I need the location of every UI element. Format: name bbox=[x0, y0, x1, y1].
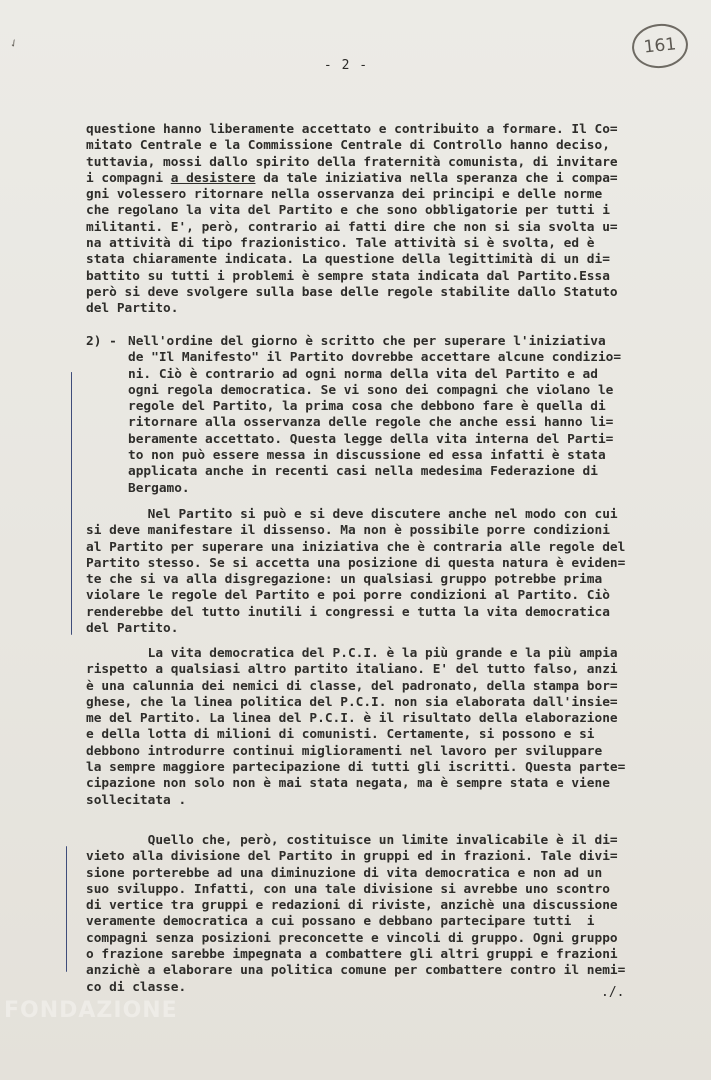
text-line: si deve manifestare il dissenso. Ma non è possibile porre condizioni bbox=[86, 523, 610, 539]
text-line: compagni senza posizioni preconcette e vincoli di gruppo. Ogni gruppo bbox=[86, 930, 618, 946]
text-line: ogni regola democratica. Se vi sono dei compagni che violano le bbox=[128, 382, 614, 398]
text-line: co di classe. bbox=[86, 979, 187, 995]
text-line: di vertice tra gruppi e redazioni di riviste, anzichè una discussione bbox=[86, 898, 618, 914]
archive-stamp: 161 bbox=[630, 21, 690, 71]
text-line: applicata anche in recenti casi nella medesima Federazione di bbox=[128, 464, 598, 480]
text-line: Nel Partito si può e si deve discutere anche nel modo con cui bbox=[86, 507, 618, 522]
text-line: ritornare alla osservanza delle regole che anche essi hanno li= bbox=[128, 415, 614, 431]
text-line: militanti. E', però, contrario ai fatti dire che non si sia svolta u= bbox=[86, 219, 618, 235]
text-line: te che si va alla disgregazione: un qualsiasi gruppo potrebbe prima bbox=[86, 572, 603, 588]
text-line: debbono introdurre continui miglioramenti nel lavoro per sviluppare bbox=[86, 743, 603, 759]
margin-mark bbox=[71, 372, 72, 635]
text-line: rispetto a qualsiasi altro partito italiano. E' del tutto falso, anzi bbox=[86, 662, 618, 678]
text-line: beramente accettato. Questa legge della vita interna del Parti= bbox=[128, 431, 614, 447]
margin-mark bbox=[66, 846, 67, 972]
pencil-mark-icon: ✓ bbox=[6, 35, 21, 51]
text-line: e della lotta di milioni di comunisti. Certamente, si possono e si bbox=[86, 727, 595, 743]
text-line: na attività di tipo frazionistico. Tale attività si è svolta, ed è bbox=[86, 236, 595, 252]
item-2-number: 2) - bbox=[86, 334, 117, 349]
text-line: Bergamo. bbox=[128, 480, 190, 496]
text-line: Partito stesso. Se si accetta una posizione di questa natura è eviden= bbox=[86, 555, 626, 571]
text-line: gni volessero ritornare nella osservanza dei principi e delle norme bbox=[86, 187, 603, 203]
continuation-mark: ./. bbox=[601, 985, 625, 1000]
text-line: è una calunnia dei nemici di classe, del padronato, della stampa bor= bbox=[86, 678, 618, 694]
text-line: al Partito per superare una iniziativa che è contraria alle regole del bbox=[86, 539, 626, 555]
text-line: stata chiaramente indicata. La questione della legittimità di un di= bbox=[86, 252, 610, 268]
text-line: ni. Ciò è contrario ad ogni norma della vita del Partito e ad bbox=[128, 366, 598, 382]
text-line: però si deve svolgere sulla base delle regole stabilite dallo Statuto bbox=[86, 284, 618, 300]
text-line: ghese, che la linea politica del P.C.I. non sia elaborata dall'insie= bbox=[86, 694, 618, 710]
text-line: violare le regole del Partito e poi porre condizioni al Partito. Ciò bbox=[86, 588, 610, 604]
text-line: mitato Centrale e la Commissione Centrale di Controllo hanno deciso, bbox=[86, 138, 610, 154]
text-line: tuttavia, mossi dallo spirito della fraternità comunista, di invitare bbox=[86, 154, 618, 170]
text-line: sione porterebbe ad una diminuzione di vita democratica e non ad un bbox=[86, 865, 603, 881]
text-line: questione hanno liberamente accettato e contribuito a formare. Il Co= bbox=[86, 122, 618, 137]
text-line: Quello che, però, costituisce un limite invalicabile è il di= bbox=[86, 833, 618, 848]
text-line: che regolano la vita del Partito e che sono obbligatorie per tutti i bbox=[86, 203, 610, 219]
text-line: sollecitata . bbox=[86, 792, 187, 808]
text-line: veramente democratica a cui possano e debbano partecipare tutti i bbox=[86, 914, 595, 930]
text-line: la sempre maggiore partecipazione di tutti gli iscritti. Questa parte= bbox=[86, 760, 626, 776]
text-line: battito su tutti i problemi è sempre stata indicata dal Partito.Essa bbox=[86, 268, 610, 284]
page-number: - 2 - bbox=[323, 58, 369, 73]
paragraph-4 bbox=[86, 646, 662, 809]
watermark: FONDAZIONE bbox=[4, 998, 178, 1023]
paragraph-3 bbox=[86, 507, 662, 637]
text-line: del Partito. bbox=[86, 621, 179, 637]
paragraph-5 bbox=[86, 833, 662, 996]
text-line: del Partito. bbox=[86, 301, 179, 317]
text-line: suo sviluppo. Infatti, con una tale divisione si avrebbe uno scontro bbox=[86, 881, 610, 897]
text-line: anzichè a elaborare una politica comune per combattere contro il nemi= bbox=[86, 963, 626, 979]
text-line: to non può essere messa in discussione ed essa infatti è stata bbox=[128, 448, 606, 464]
text-line: i compagni a desistere da tale iniziativa nella speranza che i compa= bbox=[86, 170, 618, 186]
text-line: o frazione sarebbe impegnata a combattere gli altri gruppi e frazioni bbox=[86, 947, 618, 963]
text-line: La vita democratica del P.C.I. è la più grande e la più ampia bbox=[86, 646, 618, 661]
text-line: renderebbe del tutto inutili i congressi e tutta la vita democratica bbox=[86, 604, 610, 620]
text-line: vieto alla divisione del Partito in gruppi ed in frazioni. Tale divi= bbox=[86, 849, 618, 865]
text-line: de "Il Manifesto" il Partito dovrebbe accettare alcune condizio= bbox=[128, 350, 622, 366]
text-line: regole del Partito, la prima cosa che debbono fare è quella di bbox=[128, 399, 606, 415]
text-line: Nell'ordine del giorno è scritto che per superare l'iniziativa bbox=[128, 334, 606, 349]
text-line: me del Partito. La linea del P.C.I. è il risultato della elaborazione bbox=[86, 711, 618, 727]
text-line: cipazione non solo non è mai stata negata, ma è sempre stata e viene bbox=[86, 776, 610, 792]
item-2-body bbox=[128, 334, 662, 497]
underlined-phrase: a desistere bbox=[170, 170, 256, 186]
paragraph-1 bbox=[86, 122, 662, 318]
